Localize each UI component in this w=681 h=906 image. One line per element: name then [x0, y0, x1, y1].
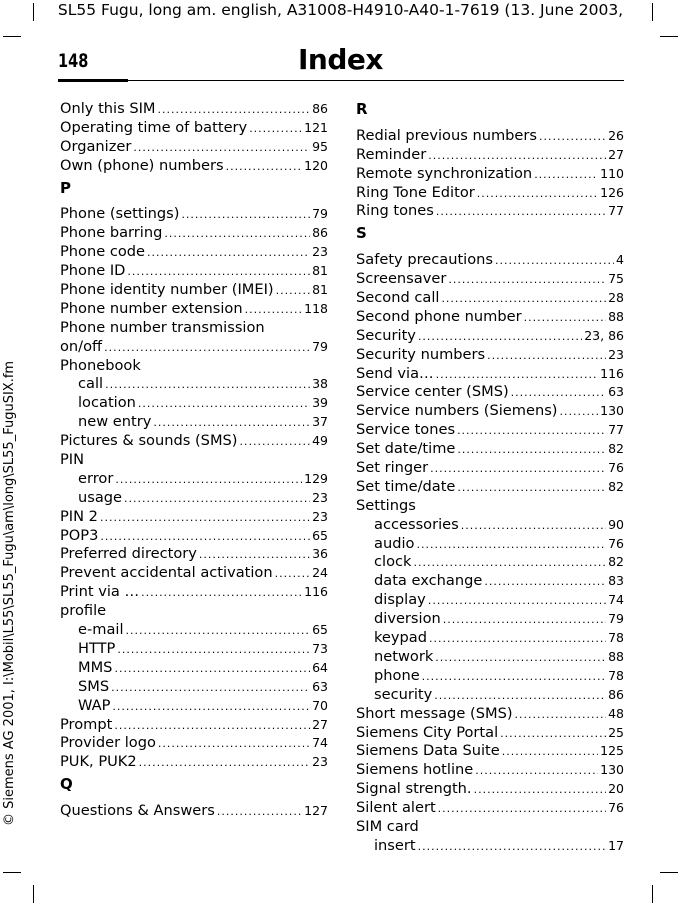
index-entry: Own (phone) numbers ..... 120 — [60, 157, 328, 176]
index-entry: PUK, PUK2 ..... 23 — [60, 753, 328, 772]
index-entry: Service numbers (Siemens) ..... 130 — [356, 402, 624, 421]
index-entry: Provider logo ..... 74 — [60, 734, 328, 753]
index-entry: PIN 2 ..... 23 — [60, 508, 328, 527]
index-subentry: error ..... 129 — [60, 470, 328, 489]
index-subentry: location ..... 39 — [60, 394, 328, 413]
index-entry: Prevent accidental activation ..... 24 — [60, 564, 328, 583]
index-subentry: keypad ..... 78 — [356, 629, 624, 648]
index-entry: Pictures & sounds (SMS) ..... 49 — [60, 432, 328, 451]
index-entry: Safety precautions ..... 4 — [356, 251, 624, 270]
index-entry: Operating time of battery ..... 121 — [60, 119, 328, 138]
index-subentry: HTTP ..... 73 — [60, 640, 328, 659]
index-heading: SIM card — [356, 817, 419, 835]
section-letter-q: Q — [60, 775, 73, 794]
index-entry: Prompt ..... 27 — [60, 716, 328, 735]
index-column-right — [356, 100, 624, 856]
index-entry: Phone identity number (IMEI) ..... 81 — [60, 281, 328, 300]
index-entry: Print via … ..... 116 — [60, 583, 328, 602]
index-heading: profile — [60, 602, 107, 620]
index-entry: Signal strength. ..... 20 — [356, 780, 624, 799]
index-entry: Set ringer ..... 76 — [356, 459, 624, 478]
index-entry: Service center (SMS) ..... 63 — [356, 383, 624, 402]
o-entries — [60, 100, 328, 176]
index-subentry: insert ..... 17 — [356, 837, 624, 856]
index-subentry: call ..... 38 — [60, 375, 328, 394]
side-copyright-text: © Siemens AG 2001, I:\Mobil\L55\SL55_Fugu\am\long\SL55_FuguSIX.fm — [2, 360, 17, 826]
index-entry: on/off ..... 79 — [60, 338, 328, 357]
index-subentry: phone ..... 78 — [356, 667, 624, 686]
index-subentry: e-mail ..... 65 — [60, 621, 328, 640]
header-rule-thick — [58, 79, 128, 82]
index-entry: Second phone number ..... 88 — [356, 308, 624, 327]
page-title: Index — [298, 43, 383, 76]
index-subentry: WAP ..... 70 — [60, 697, 328, 716]
index-entry: Service tones ..... 77 — [356, 421, 624, 440]
index-subentry: accessories ..... 90 — [356, 516, 624, 535]
index-heading: Phone number transmission — [60, 318, 265, 336]
index-entry: Second call ..... 28 — [356, 289, 624, 308]
index-entry: Set time/date ..... 82 — [356, 478, 624, 497]
section-letter-s: S — [356, 224, 367, 243]
page-number: 148 — [58, 50, 89, 72]
crop-mark — [660, 36, 678, 37]
running-header: SL55 Fugu, long am. english, A31008-H4910-A40-1-7619 (13. June 2003, — [57, 1, 624, 19]
index-entry: Set date/time ..... 82 — [356, 440, 624, 459]
index-entry: Siemens hotline ..... 130 — [356, 761, 624, 780]
index-subentry: display ..... 74 — [356, 591, 624, 610]
index-entry: Questions & Answers ..... 127 — [60, 802, 328, 821]
index-entry: Reminder ..... 27 — [356, 146, 624, 165]
index-subentry: audio ..... 76 — [356, 535, 624, 554]
index-subentry: data exchange ..... 83 — [356, 572, 624, 591]
index-entry: Screensaver ..... 75 — [356, 270, 624, 289]
index-entry: Short message (SMS) ..... 48 — [356, 705, 624, 724]
index-entry: Send via… ..... 116 — [356, 365, 624, 384]
index-entry: Ring tones ..... 77 — [356, 202, 624, 221]
index-subentry: network ..... 88 — [356, 648, 624, 667]
index-entry: Phone code ..... 23 — [60, 243, 328, 262]
index-subentry: security ..... 86 — [356, 686, 624, 705]
index-entry: Redial previous numbers ..... 26 — [356, 127, 624, 146]
index-entry: Ring Tone Editor ..... 126 — [356, 184, 624, 203]
section-letter-r: R — [356, 100, 368, 118]
index-entry: Phone (settings) ..... 79 — [60, 205, 328, 224]
index-heading: Settings — [356, 496, 416, 514]
section-letter-p: P — [60, 178, 71, 197]
index-subentry: MMS ..... 64 — [60, 659, 328, 678]
index-column-left — [60, 100, 328, 821]
header-rule — [128, 80, 624, 81]
crop-mark — [660, 872, 678, 873]
index-entry: Siemens City Portal ..... 25 — [356, 724, 624, 743]
index-subentry: usage ..... 23 — [60, 489, 328, 508]
index-subentry: SMS ..... 63 — [60, 678, 328, 697]
index-entry: Preferred directory ..... 36 — [60, 545, 328, 564]
index-entry: Only this SIM ..... 86 — [60, 100, 328, 119]
index-entry: Phone barring ..... 86 — [60, 224, 328, 243]
index-entry: Organizer ..... 95 — [60, 138, 328, 157]
index-entry: Siemens Data Suite ..... 125 — [356, 742, 624, 761]
index-entry: Silent alert ..... 76 — [356, 799, 624, 818]
crop-mark — [33, 885, 34, 903]
index-entry: Phone number extension ..... 118 — [60, 300, 328, 319]
index-heading: Phonebook — [60, 356, 141, 374]
index-entry: Phone ID ..... 81 — [60, 262, 328, 281]
index-entry: Security ..... 23, 86 — [356, 327, 624, 346]
side-copyright — [0, 0, 20, 906]
index-subentry: clock ..... 82 — [356, 553, 624, 572]
index-entry: Security numbers ..... 23 — [356, 346, 624, 365]
crop-mark — [652, 885, 653, 903]
index-subentry: diversion ..... 79 — [356, 610, 624, 629]
index-entry: Remote synchronization ..... 110 — [356, 165, 624, 184]
index-subentry: new entry ..... 37 — [60, 413, 328, 432]
index-heading: PIN — [60, 451, 85, 469]
index-entry: POP3 ..... 65 — [60, 527, 328, 546]
